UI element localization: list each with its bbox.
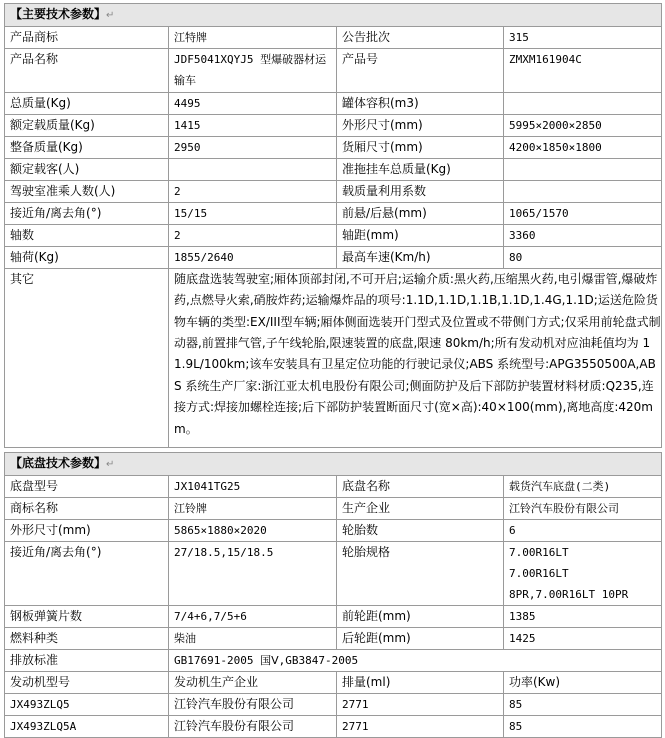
chassis-param-label: 商标名称 [5, 498, 169, 520]
chassis-param-value: JX1041TG25 [169, 476, 337, 498]
main-param-value: 80 [504, 246, 662, 268]
chassis-angle-label: 接近角/离去角(°) [5, 542, 169, 606]
main-section-title: 【主要技术参数】↵ [5, 4, 662, 27]
main-param-label: 最高车速(Km/h) [337, 246, 504, 268]
chassis-param-value: 1385 [504, 606, 662, 628]
engine-power: 85 [504, 716, 662, 738]
main-param-label: 接近角/离去角(°) [5, 202, 169, 224]
tire-spec-line: 8PR,7.00R16LT 10PR [509, 588, 629, 601]
main-param-value: 5995×2000×2850 [504, 114, 662, 136]
engine-displacement: 2771 [337, 716, 504, 738]
engine-row [5, 716, 662, 738]
engine-header-power: 功率(Kw) [504, 672, 662, 694]
chassis-param-label: 外形尺寸(mm) [5, 520, 169, 542]
main-param-value: 4495 [169, 92, 337, 114]
main-param-value: 315 [504, 27, 662, 49]
engine-maker: 江铃汽车股份有限公司 [169, 694, 337, 716]
engine-model: JX493ZLQ5A [5, 716, 169, 738]
main-param-value: 1855/2640 [169, 246, 337, 268]
chassis-section-title: 【底盘技术参数】↵ [5, 453, 662, 476]
main-param-row [5, 92, 662, 114]
engine-header-maker: 发动机生产企业 [169, 672, 337, 694]
chassis-param-row [5, 628, 662, 650]
main-param-row [5, 224, 662, 246]
tire-spec-line: 7.00R16LT [509, 546, 569, 559]
chassis-param-value: 江铃牌 [169, 498, 337, 520]
main-param-value: 4200×1850×1800 [504, 136, 662, 158]
chassis-param-label: 轮胎数 [337, 520, 504, 542]
chassis-params-table [4, 452, 662, 738]
main-param-label: 外形尺寸(mm) [337, 114, 504, 136]
main-param-label: 公告批次 [337, 27, 504, 49]
main-param-value: JDF5041XQYJ5 型爆破器材运输车 [169, 49, 337, 93]
other-label: 其它 [5, 268, 169, 447]
main-param-value [504, 180, 662, 202]
chassis-param-label: 钢板弹簧片数 [5, 606, 169, 628]
main-param-value: 3360 [504, 224, 662, 246]
chassis-param-row [5, 498, 662, 520]
engine-row [5, 694, 662, 716]
main-param-value [169, 158, 337, 180]
main-param-label: 货厢尺寸(mm) [337, 136, 504, 158]
main-param-value [504, 158, 662, 180]
chassis-param-label: 生产企业 [337, 498, 504, 520]
main-param-label: 载质量利用系数 [337, 180, 504, 202]
main-param-label: 产品号 [337, 49, 504, 93]
main-param-row [5, 136, 662, 158]
main-param-label: 额定载质量(Kg) [5, 114, 169, 136]
main-param-label: 产品商标 [5, 27, 169, 49]
engine-header-model: 发动机型号 [5, 672, 169, 694]
main-param-value: 江特牌 [169, 27, 337, 49]
main-param-label: 准拖挂车总质量(Kg) [337, 158, 504, 180]
emission-value: GB17691-2005 国Ⅴ,GB3847-2005 [169, 650, 662, 672]
engine-power: 85 [504, 694, 662, 716]
chassis-param-label: 前轮距(mm) [337, 606, 504, 628]
engine-header-displacement: 排量(ml) [337, 672, 504, 694]
chassis-param-row [5, 606, 662, 628]
engine-model: JX493ZLQ5 [5, 694, 169, 716]
main-param-row [5, 49, 662, 93]
main-param-row [5, 114, 662, 136]
main-param-value: 2 [169, 224, 337, 246]
main-param-value: 2950 [169, 136, 337, 158]
chassis-param-value: 7/4+6,7/5+6 [169, 606, 337, 628]
tire-spec-line: 7.00R16LT [509, 567, 569, 580]
emission-label: 排放标准 [5, 650, 169, 672]
chassis-param-value: 江铃汽车股份有限公司 [504, 498, 662, 520]
engine-displacement: 2771 [337, 694, 504, 716]
main-param-label: 产品名称 [5, 49, 169, 93]
chassis-param-label: 燃料种类 [5, 628, 169, 650]
chassis-param-value: 6 [504, 520, 662, 542]
main-param-label: 轴距(mm) [337, 224, 504, 246]
main-param-row [5, 246, 662, 268]
chassis-param-label: 底盘名称 [337, 476, 504, 498]
main-param-label: 轴荷(Kg) [5, 246, 169, 268]
main-param-value: ZMXM161904C [504, 49, 662, 93]
main-param-row [5, 27, 662, 49]
main-param-label: 整备质量(Kg) [5, 136, 169, 158]
main-param-label: 轴数 [5, 224, 169, 246]
main-param-label: 额定载客(人) [5, 158, 169, 180]
main-param-label: 前悬/后悬(mm) [337, 202, 504, 224]
main-param-label: 罐体容积(m3) [337, 92, 504, 114]
main-param-label: 驾驶室准乘人数(人) [5, 180, 169, 202]
main-param-value [504, 92, 662, 114]
main-param-value: 1065/1570 [504, 202, 662, 224]
chassis-param-label: 后轮距(mm) [337, 628, 504, 650]
main-params-table [4, 3, 662, 448]
chassis-param-value: 5865×1880×2020 [169, 520, 337, 542]
tire-spec-label: 轮胎规格 [337, 542, 504, 606]
chassis-param-label: 底盘型号 [5, 476, 169, 498]
chassis-param-row [5, 520, 662, 542]
chassis-param-row [5, 476, 662, 498]
engine-maker: 江铃汽车股份有限公司 [169, 716, 337, 738]
chassis-param-value: 柴油 [169, 628, 337, 650]
chassis-param-value: 1425 [504, 628, 662, 650]
main-param-row [5, 158, 662, 180]
main-param-value: 15/15 [169, 202, 337, 224]
tire-spec-values [504, 542, 662, 606]
main-param-value: 1415 [169, 114, 337, 136]
chassis-angle-value: 27/18.5,15/18.5 [169, 542, 337, 606]
main-param-row [5, 180, 662, 202]
main-param-row [5, 202, 662, 224]
other-text: 随底盘选装驾驶室;厢体顶部封闭,不可开启;运输介质:黑火药,压缩黑火药,电引爆雷管,爆破炸药,点燃导火索,硝胺炸药;运输爆炸品的项号:1.1D,1.1D,1.1B,1.1D,1.4G,1.1D;运送危险货物车辆的类型:EX/III型车辆;厢体侧面选装开门型式及位置或不带侧门方式;仅采用前轮盘式制动器,前置排气管,子午线轮胎,限速装置的底盘,限速 80km/h;所有发动机对应油耗值均为 11.9L/100km;该车安装具有卫星定位功能的行驶记录仪;ABS 系统型号:APG3550500A,ABS 系统生产厂家:浙江亚太机电股份有限公司;侧面防护及后下部防护装置材料材质:Q235,连接方式:焊接加螺栓连接;后下部防护装置断面尺寸(宽×高):40×100(mm),离地高度:420mm。 [169, 268, 662, 447]
chassis-param-value: 载货汽车底盘(二类) [504, 476, 662, 498]
main-param-value: 2 [169, 180, 337, 202]
main-param-label: 总质量(Kg) [5, 92, 169, 114]
